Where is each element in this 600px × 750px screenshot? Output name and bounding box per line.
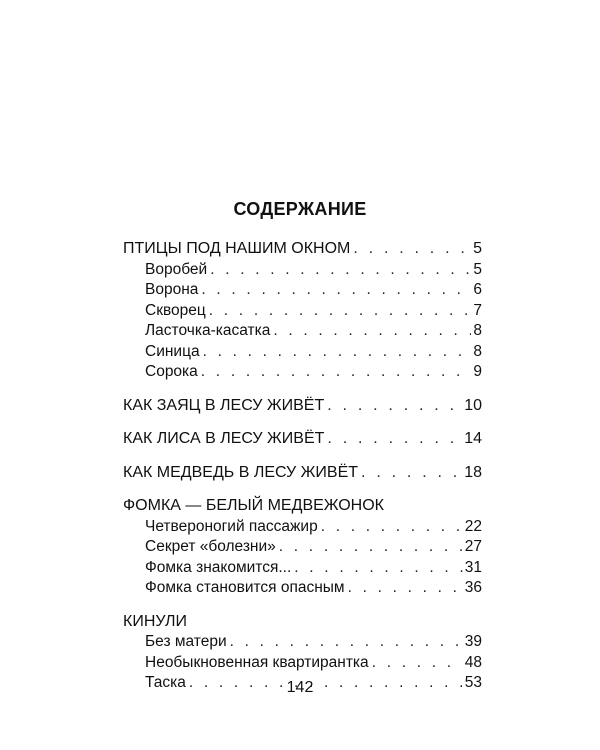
dot-leader xyxy=(361,463,462,484)
toc-subentry xyxy=(123,280,482,301)
page-number: 142 xyxy=(286,679,314,696)
toc-page-number: 8 xyxy=(473,342,482,360)
toc-section-title: ПТИЦЫ ПОД НАШИМ ОКНОМ xyxy=(123,240,351,257)
toc-subentry-title: Ласточка-касатка xyxy=(145,322,271,339)
dot-leader xyxy=(201,280,471,301)
toc-subentry xyxy=(123,578,482,599)
toc-page-number: 22 xyxy=(464,517,482,535)
table-of-contents xyxy=(123,239,482,707)
toc-subentry xyxy=(123,653,482,674)
toc-section-entry xyxy=(123,496,482,517)
toc-subentry xyxy=(123,632,482,653)
toc-page-number: 6 xyxy=(473,281,482,298)
dot-leader xyxy=(372,653,463,674)
toc-section-title: КИНУЛИ xyxy=(123,612,188,630)
toc-subentry-title: Без матери xyxy=(145,633,227,650)
toc-page-number: 48 xyxy=(464,653,482,671)
toc-page-number: 10 xyxy=(464,396,482,414)
toc-section-title: КАК МЕДВЕДЬ В ЛЕСУ ЖИВЁТ xyxy=(123,463,359,481)
toc-page-number: 31 xyxy=(464,558,482,576)
toc-section-title: ФОМКА — БЕЛЫЙ МЕДВЕЖОНОК xyxy=(123,497,384,514)
dot-leader xyxy=(210,260,471,281)
toc-section-entry xyxy=(123,396,482,417)
toc-subentry-title: Ворона xyxy=(145,281,199,298)
toc-page-number: 5 xyxy=(473,240,482,257)
toc-section-entry xyxy=(123,612,482,633)
toc-section xyxy=(123,463,482,484)
dot-leader xyxy=(230,632,463,653)
dot-leader xyxy=(279,537,463,558)
toc-page-number: 9 xyxy=(473,363,482,380)
toc-section-title: КАК ЗАЯЦ В ЛЕСУ ЖИВЁТ xyxy=(123,396,325,414)
toc-subentry xyxy=(123,301,482,322)
toc-section xyxy=(123,496,482,599)
toc-section xyxy=(123,396,482,417)
toc-page-number: 27 xyxy=(464,538,482,555)
toc-subentry-title: Сорока xyxy=(145,363,198,380)
dot-leader xyxy=(327,396,462,417)
toc-subentry xyxy=(123,362,482,383)
toc-subentry-title: Фомка становится опасным xyxy=(145,579,345,596)
toc-subentry xyxy=(123,558,482,579)
toc-page-number: 36 xyxy=(464,579,482,596)
toc-section-entry xyxy=(123,463,482,484)
toc-subentry-title: Фомка знакомится... xyxy=(145,558,292,576)
dot-leader xyxy=(353,239,471,260)
toc-subentry-title: Секрет «болезни» xyxy=(145,538,276,555)
toc-subentry-title: Воробей xyxy=(145,260,208,278)
toc-subentry xyxy=(123,321,482,342)
toc-page-number: 14 xyxy=(464,430,482,447)
toc-page-number: 53 xyxy=(464,674,482,691)
dot-leader xyxy=(209,301,472,322)
toc-subentry-title: Таска xyxy=(145,674,186,691)
toc-section xyxy=(123,239,482,383)
toc-section-title: КАК ЛИСА В ЛЕСУ ЖИВЁТ xyxy=(123,430,325,447)
dot-leader xyxy=(273,321,471,342)
toc-page-number: 7 xyxy=(473,301,482,319)
dot-leader xyxy=(294,558,462,579)
toc-page-number: 18 xyxy=(464,463,482,481)
toc-subentry-title: Скворец xyxy=(145,301,206,319)
toc-subentry xyxy=(123,517,482,538)
toc-subentry xyxy=(123,537,482,558)
toc-page-number: 8 xyxy=(473,322,482,339)
toc-subentry-title: Четвероногий пассажир xyxy=(145,517,318,535)
toc-section-entry xyxy=(123,429,482,450)
toc-subentry xyxy=(123,342,482,363)
toc-section-entry xyxy=(123,239,482,260)
toc-title: СОДЕРЖАНИЕ xyxy=(233,199,367,219)
dot-leader xyxy=(201,362,472,383)
toc-subentry xyxy=(123,260,482,281)
toc-subentry-title: Необыкновенная квартирантка xyxy=(145,653,369,671)
dot-leader xyxy=(203,342,472,363)
toc-subentry-title: Синица xyxy=(145,342,200,360)
toc-page-number: 39 xyxy=(464,633,482,650)
dot-leader xyxy=(321,517,463,538)
dot-leader xyxy=(348,578,463,599)
toc-page-number: 5 xyxy=(473,260,482,278)
dot-leader xyxy=(327,429,462,450)
toc-section xyxy=(123,429,482,450)
